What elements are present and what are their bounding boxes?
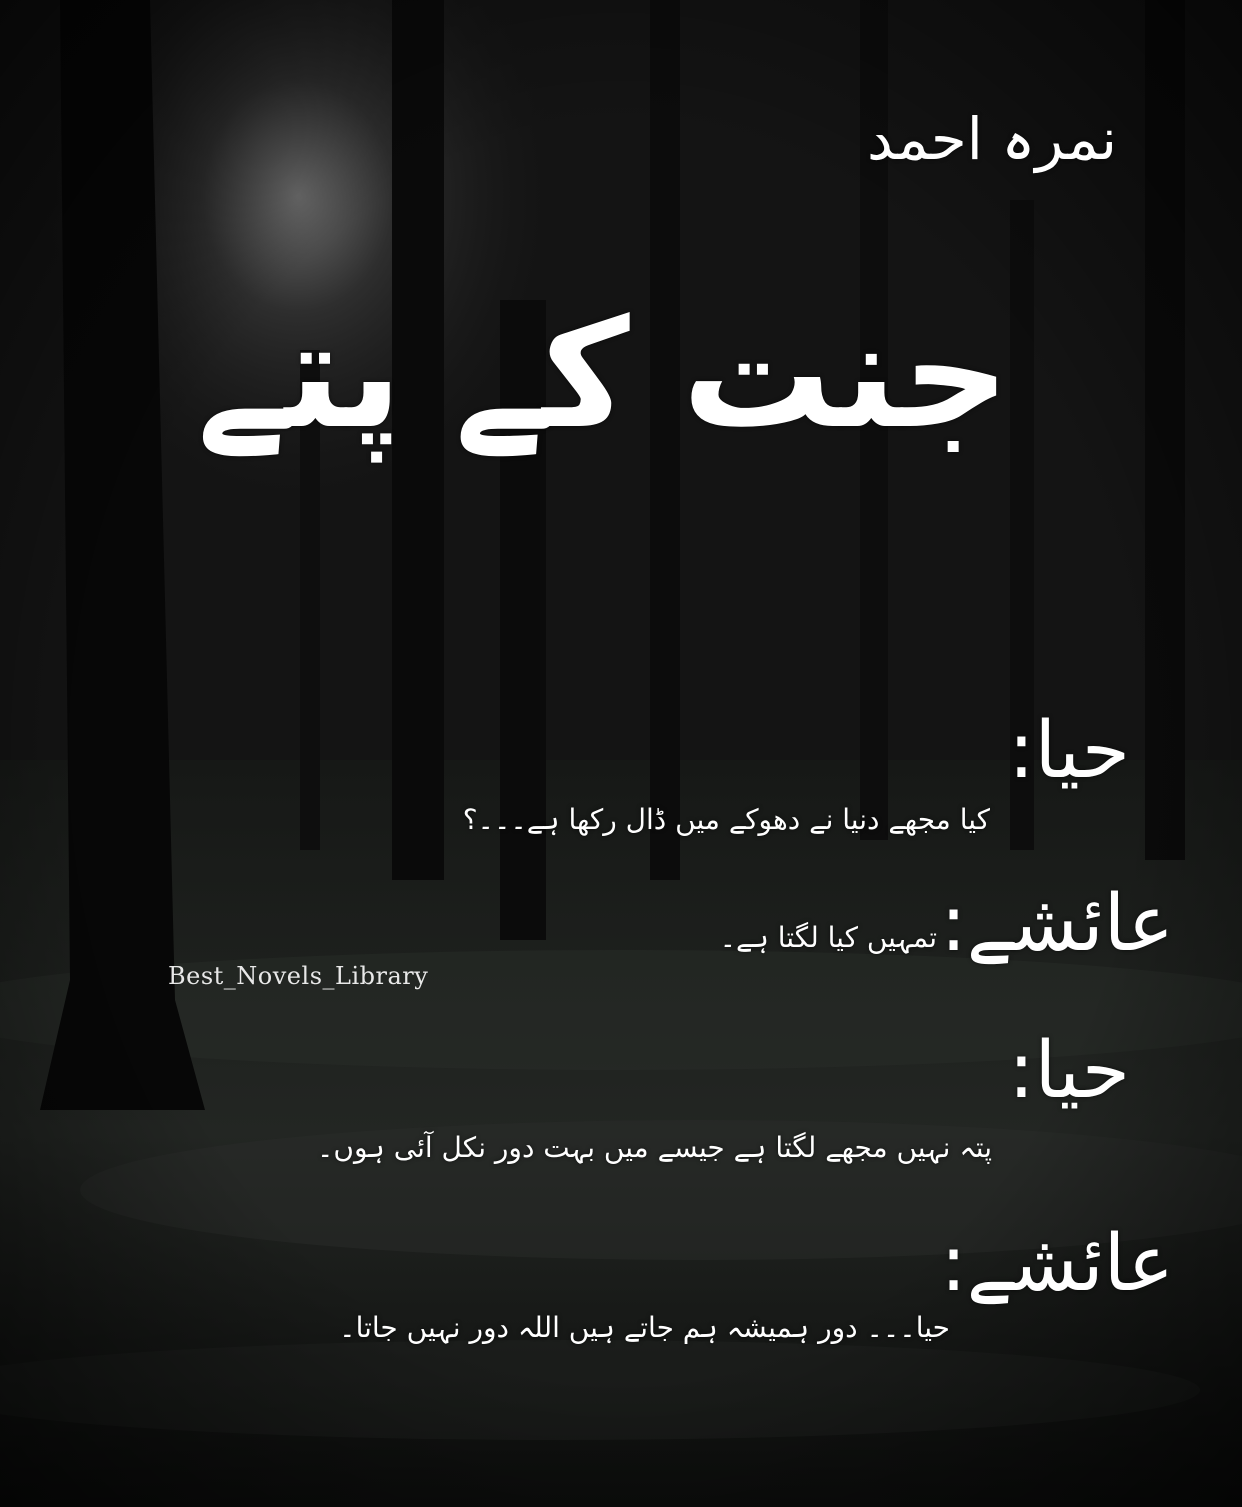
book-title: جنت کے پتے (196, 288, 1010, 462)
speaker-aishe-1: عائشے: (940, 879, 1174, 969)
dialogue-line-4: حیا۔۔۔ دور ہمیشہ ہم جاتے ہیں اللہ دور نہیں جاتا۔ (339, 1311, 950, 1344)
dialogue-line-3: پتہ نہیں مجھے لگتا ہے جیسے میں بہت دور نکل آئی ہوں۔ (316, 1131, 992, 1164)
speaker-haya-1: حیا: (1008, 706, 1130, 796)
speaker-haya-2: حیا: (1008, 1026, 1130, 1116)
watermark: Best_Novels_Library (168, 962, 429, 990)
author-name: نمرہ احمد (866, 105, 1117, 173)
dialogue-line-2: تمہیں کیا لگتا ہے۔ (719, 921, 937, 954)
speaker-aishe-2: عائشے: (940, 1219, 1174, 1309)
dialogue-line-1: کیا مجھے دنیا نے دھوکے میں ڈال رکھا ہے۔۔۔؟ (462, 803, 990, 836)
